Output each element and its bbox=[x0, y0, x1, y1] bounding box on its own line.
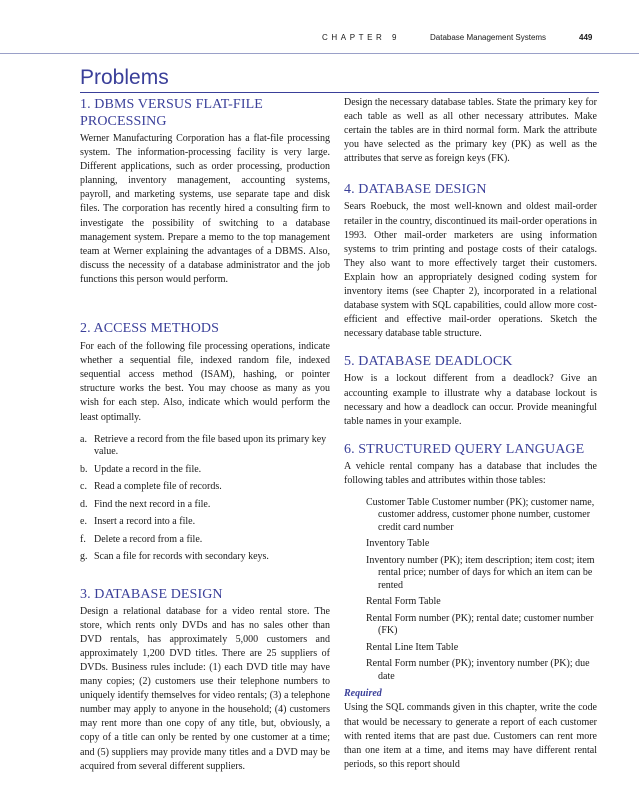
list-item-letter: g. bbox=[80, 551, 88, 563]
problem-2-list bbox=[80, 434, 330, 564]
required-body: Using the SQL commands given in this chapter, write the code that would be necessary to generate a report of each customer with rented items that are past due. Customers can rent more than one item at a time, and items may have different rental periods, so this report should bbox=[344, 702, 597, 770]
problem-4-title: 4. DATABASE DESIGN bbox=[344, 182, 487, 198]
problem-5-body: How is a lockout different from a deadlock? Give an accounting example to illustrate why a database lockout is necessary and how a deadlock can occur. Provide meaningful table names in your example. bbox=[344, 373, 597, 427]
table-entry: Rental Form number (PK); inventory number (PK); due date bbox=[366, 658, 590, 682]
list-item-text: Read a complete file of records. bbox=[94, 481, 222, 493]
list-item-letter: e. bbox=[80, 516, 87, 528]
list-item-text: Retrieve a record from the file based upon its primary key value. bbox=[94, 433, 327, 458]
problem-3-continued: Design the necessary database tables. State the primary key for each table as well as all other necessary attributes. Make certain the tables are in third normal form. Mark the attribute you have selected as the primary key (PK) as well as the attributes that serve as foreign keys (FK). bbox=[344, 97, 597, 165]
table-entry: Inventory Table bbox=[366, 538, 430, 550]
list-item bbox=[80, 516, 330, 529]
required-label: Required bbox=[344, 688, 382, 700]
problem-4-body: Sears Roebuck, the most well-known and oldest mail-order retailer in the country, discontinued its mail-order operations in 1993. Other mail-order marketers are using information systems to trim printing and postage costs of their catalogs. They also want to more effectively target their customers. Explain how an appropriately designed coding system for inventory items (see Chapter 2), incorporated in a relational database system with SQL capabilities, could allow more cost-efficient and effective mail-order operations. Sketch the necessary database table structure. bbox=[344, 201, 597, 340]
problem-3-title: 3. DATABASE DESIGN bbox=[80, 586, 223, 602]
problem-3-body: Design a relational database for a video rental store. The store, which rents only DVDs and has no sales other than DVD rentals, has approximately 5,000 customers and approximately 1,200 DVD titles. There are 25 suppliers of DVDs. Business rules include: (1) each DVD title may have many copies; (2) customers use their telephone numbers to uniquely identify themselves for video rentals; (3) a telephone number may apply to anyone in the household; (4) customers may rent more than one copy of any title, but, obviously, a copy of a title can only be rented by one customer at a time; and (5) suppliers may provide many titles and a DVD may be acquired from several different suppliers. bbox=[80, 605, 330, 772]
list-item-letter: b. bbox=[80, 463, 88, 475]
table-entry: Rental Line Item Table bbox=[366, 641, 459, 653]
problem-1-title bbox=[80, 96, 330, 130]
table-entry: Inventory number (PK); item description; item cost; item rental price; number of days for which an item can be rented bbox=[366, 554, 595, 591]
problem-6-title: 6. STRUCTURED QUERY LANGUAGE bbox=[344, 441, 585, 457]
problem-6-body: A vehicle rental company has a database that includes the following tables and attributes within those tables: bbox=[344, 460, 597, 486]
list-item-text: Delete a record from a file. bbox=[94, 533, 203, 545]
list-item bbox=[80, 434, 330, 459]
list-item bbox=[80, 481, 330, 494]
problem-4 bbox=[344, 181, 597, 341]
problem-5 bbox=[344, 353, 597, 428]
problem-2-title: 2. ACCESS METHODS bbox=[80, 321, 220, 337]
title-divider bbox=[80, 92, 599, 93]
list-item-letter: a. bbox=[80, 433, 87, 445]
problem-1-title-line1: 1. DBMS VERSUS FLAT-FILE bbox=[80, 97, 263, 112]
right-column bbox=[344, 96, 597, 772]
table-entry: Rental Form number (PK); rental date; customer number (FK) bbox=[366, 612, 594, 637]
list-item-letter: c. bbox=[80, 481, 87, 493]
table-entry: Customer Table Customer number (PK); customer name, customer address, customer phone number, customer credit card number bbox=[366, 496, 595, 533]
problem-2-body: For each of the following file processing operations, indicate whether a sequential file, indexed random file, indexed sequential access method (ISAM), hashing, or pointer structure works the best. You may choose as many as you wish for each step. Also, indicate which would perform the least optimally. bbox=[80, 341, 330, 423]
chapter-label: CHAPTER bbox=[322, 33, 386, 42]
table-entry: Rental Form Table bbox=[366, 596, 441, 608]
list-item bbox=[80, 534, 330, 547]
list-item bbox=[80, 499, 330, 512]
list-item bbox=[80, 551, 330, 564]
problem-2 bbox=[80, 320, 330, 564]
list-item-letter: f. bbox=[80, 533, 86, 545]
problem-1-title-line2: PROCESSING bbox=[80, 114, 167, 129]
problem-1-body: Werner Manufacturing Corporation has a flat-file processing system. The information-processing facility is very large. Different applications, such as order processing, production planning, inventory management, accounting systems, payroll, and marketing systems, use separate tape and disk files. The corporation has recently hired a consulting firm to investigate the possibility of switching to a database management system. Prepare a memo to the top management team at Werner explaining the advantages of a DBMS. Also, discuss the necessity of a database administrator and the job functions this person would perform. bbox=[80, 133, 330, 285]
left-column bbox=[80, 96, 330, 774]
chapter-title: Database Management Systems bbox=[430, 33, 547, 42]
list-item-text: Find the next record in a file. bbox=[94, 498, 211, 510]
table-list bbox=[366, 497, 597, 684]
list-item-letter: d. bbox=[80, 498, 88, 510]
header-divider bbox=[0, 53, 639, 54]
problem-1 bbox=[80, 96, 330, 287]
page-number: 449 bbox=[579, 33, 593, 42]
problem-6 bbox=[344, 441, 597, 772]
page-title: Problems bbox=[80, 66, 169, 89]
list-item-text: Scan a file for records with secondary keys. bbox=[94, 551, 269, 563]
problem-5-title: 5. DATABASE DEADLOCK bbox=[344, 354, 513, 370]
chapter-number: 9 bbox=[392, 33, 397, 42]
list-item-text: Insert a record into a file. bbox=[94, 516, 196, 528]
list-item bbox=[80, 464, 330, 477]
running-header bbox=[0, 33, 639, 47]
list-item-text: Update a record in the file. bbox=[94, 463, 202, 475]
problem-3 bbox=[80, 586, 330, 774]
